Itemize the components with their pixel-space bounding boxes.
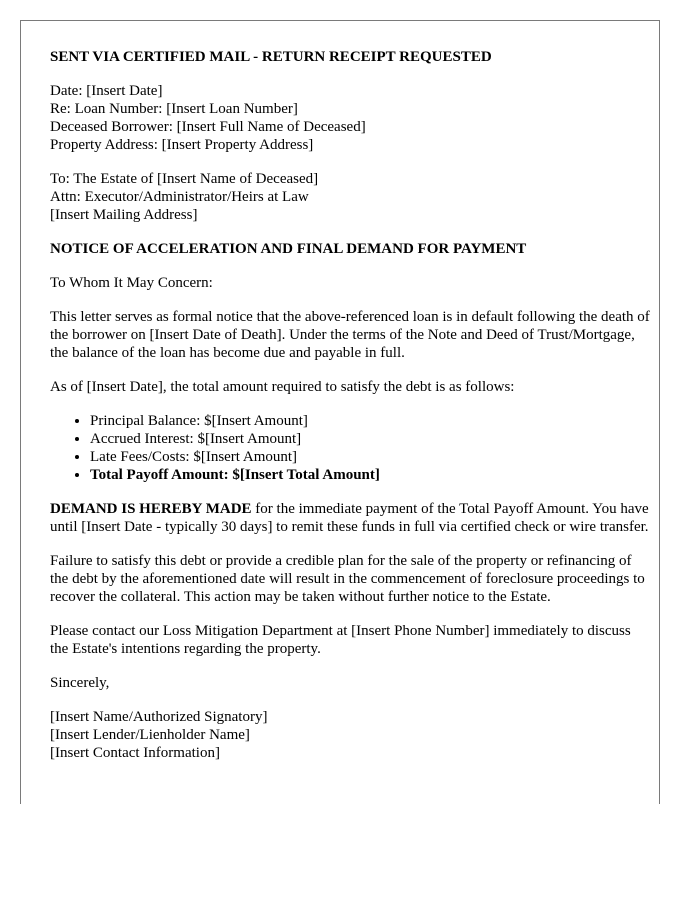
recipient-address: [Insert Mailing Address] <box>50 207 198 223</box>
paragraph-default-notice: This letter serves as formal notice that the above-referenced loan is in default following the death of the borrower on [Insert Date of Death]. Under the terms of the Note and Deed of Trust/Mortgage, the balance of the loan has become due and payable in full. <box>50 309 650 361</box>
notice-title: NOTICE OF ACCELERATION AND FINAL DEMAND FOR PAYMENT <box>50 241 527 257</box>
signatory-name: [Insert Name/Authorized Signatory] <box>50 709 268 725</box>
paragraph-demand <box>50 500 650 536</box>
sign-off: Sincerely, <box>50 675 110 691</box>
recipient-block <box>50 170 650 224</box>
mail-notice-heading: SENT VIA CERTIFIED MAIL - RETURN RECEIPT REQUESTED <box>50 49 492 65</box>
demand-lead: DEMAND IS HEREBY MADE <box>50 501 252 517</box>
letter-page <box>20 20 660 804</box>
reference-property: Property Address: [Insert Property Address] <box>50 137 314 153</box>
list-item-interest: • Accrued Interest: $[Insert Amount] <box>90 430 650 448</box>
payoff-list <box>50 412 650 484</box>
list-item-fees: • Late Fees/Costs: $[Insert Amount] <box>90 448 650 466</box>
paragraph-amount-intro: As of [Insert Date], the total amount required to satisfy the debt is as follows: <box>50 379 515 395</box>
paragraph-foreclosure: Failure to satisfy this debt or provide a credible plan for the sale of the property or refinancing of the debt by the aforementioned date will result in the commencement of foreclosure proceedings to recover the collateral. This action may be taken without further notice to the Estate. <box>50 553 645 605</box>
salutation: To Whom It May Concern: <box>50 275 213 291</box>
demand-rest: for the immediate payment of the Total Payoff Amount. You have until [Insert Date - typically 30 days] to remit these funds in full via certified check or wire transfer. <box>50 501 649 535</box>
recipient-to: To: The Estate of [Insert Name of Deceased] <box>50 171 319 187</box>
list-item-total: • Total Payoff Amount: $[Insert Total Amount] <box>90 466 650 484</box>
contact-info: [Insert Contact Information] <box>50 745 220 761</box>
signature-block <box>50 708 650 762</box>
reference-loan: Re: Loan Number: [Insert Loan Number] <box>50 101 298 117</box>
lender-name: [Insert Lender/Lienholder Name] <box>50 727 250 743</box>
letter-content <box>50 48 650 762</box>
recipient-attn: Attn: Executor/Administrator/Heirs at Law <box>50 189 309 205</box>
paragraph-contact: Please contact our Loss Mitigation Department at [Insert Phone Number] immediately to discuss the Estate's intentions regarding the property. <box>50 623 631 657</box>
reference-block <box>50 82 650 154</box>
list-item-principal: • Principal Balance: $[Insert Amount] <box>90 412 650 430</box>
reference-borrower: Deceased Borrower: [Insert Full Name of Deceased] <box>50 119 366 135</box>
reference-date: Date: [Insert Date] <box>50 83 163 99</box>
